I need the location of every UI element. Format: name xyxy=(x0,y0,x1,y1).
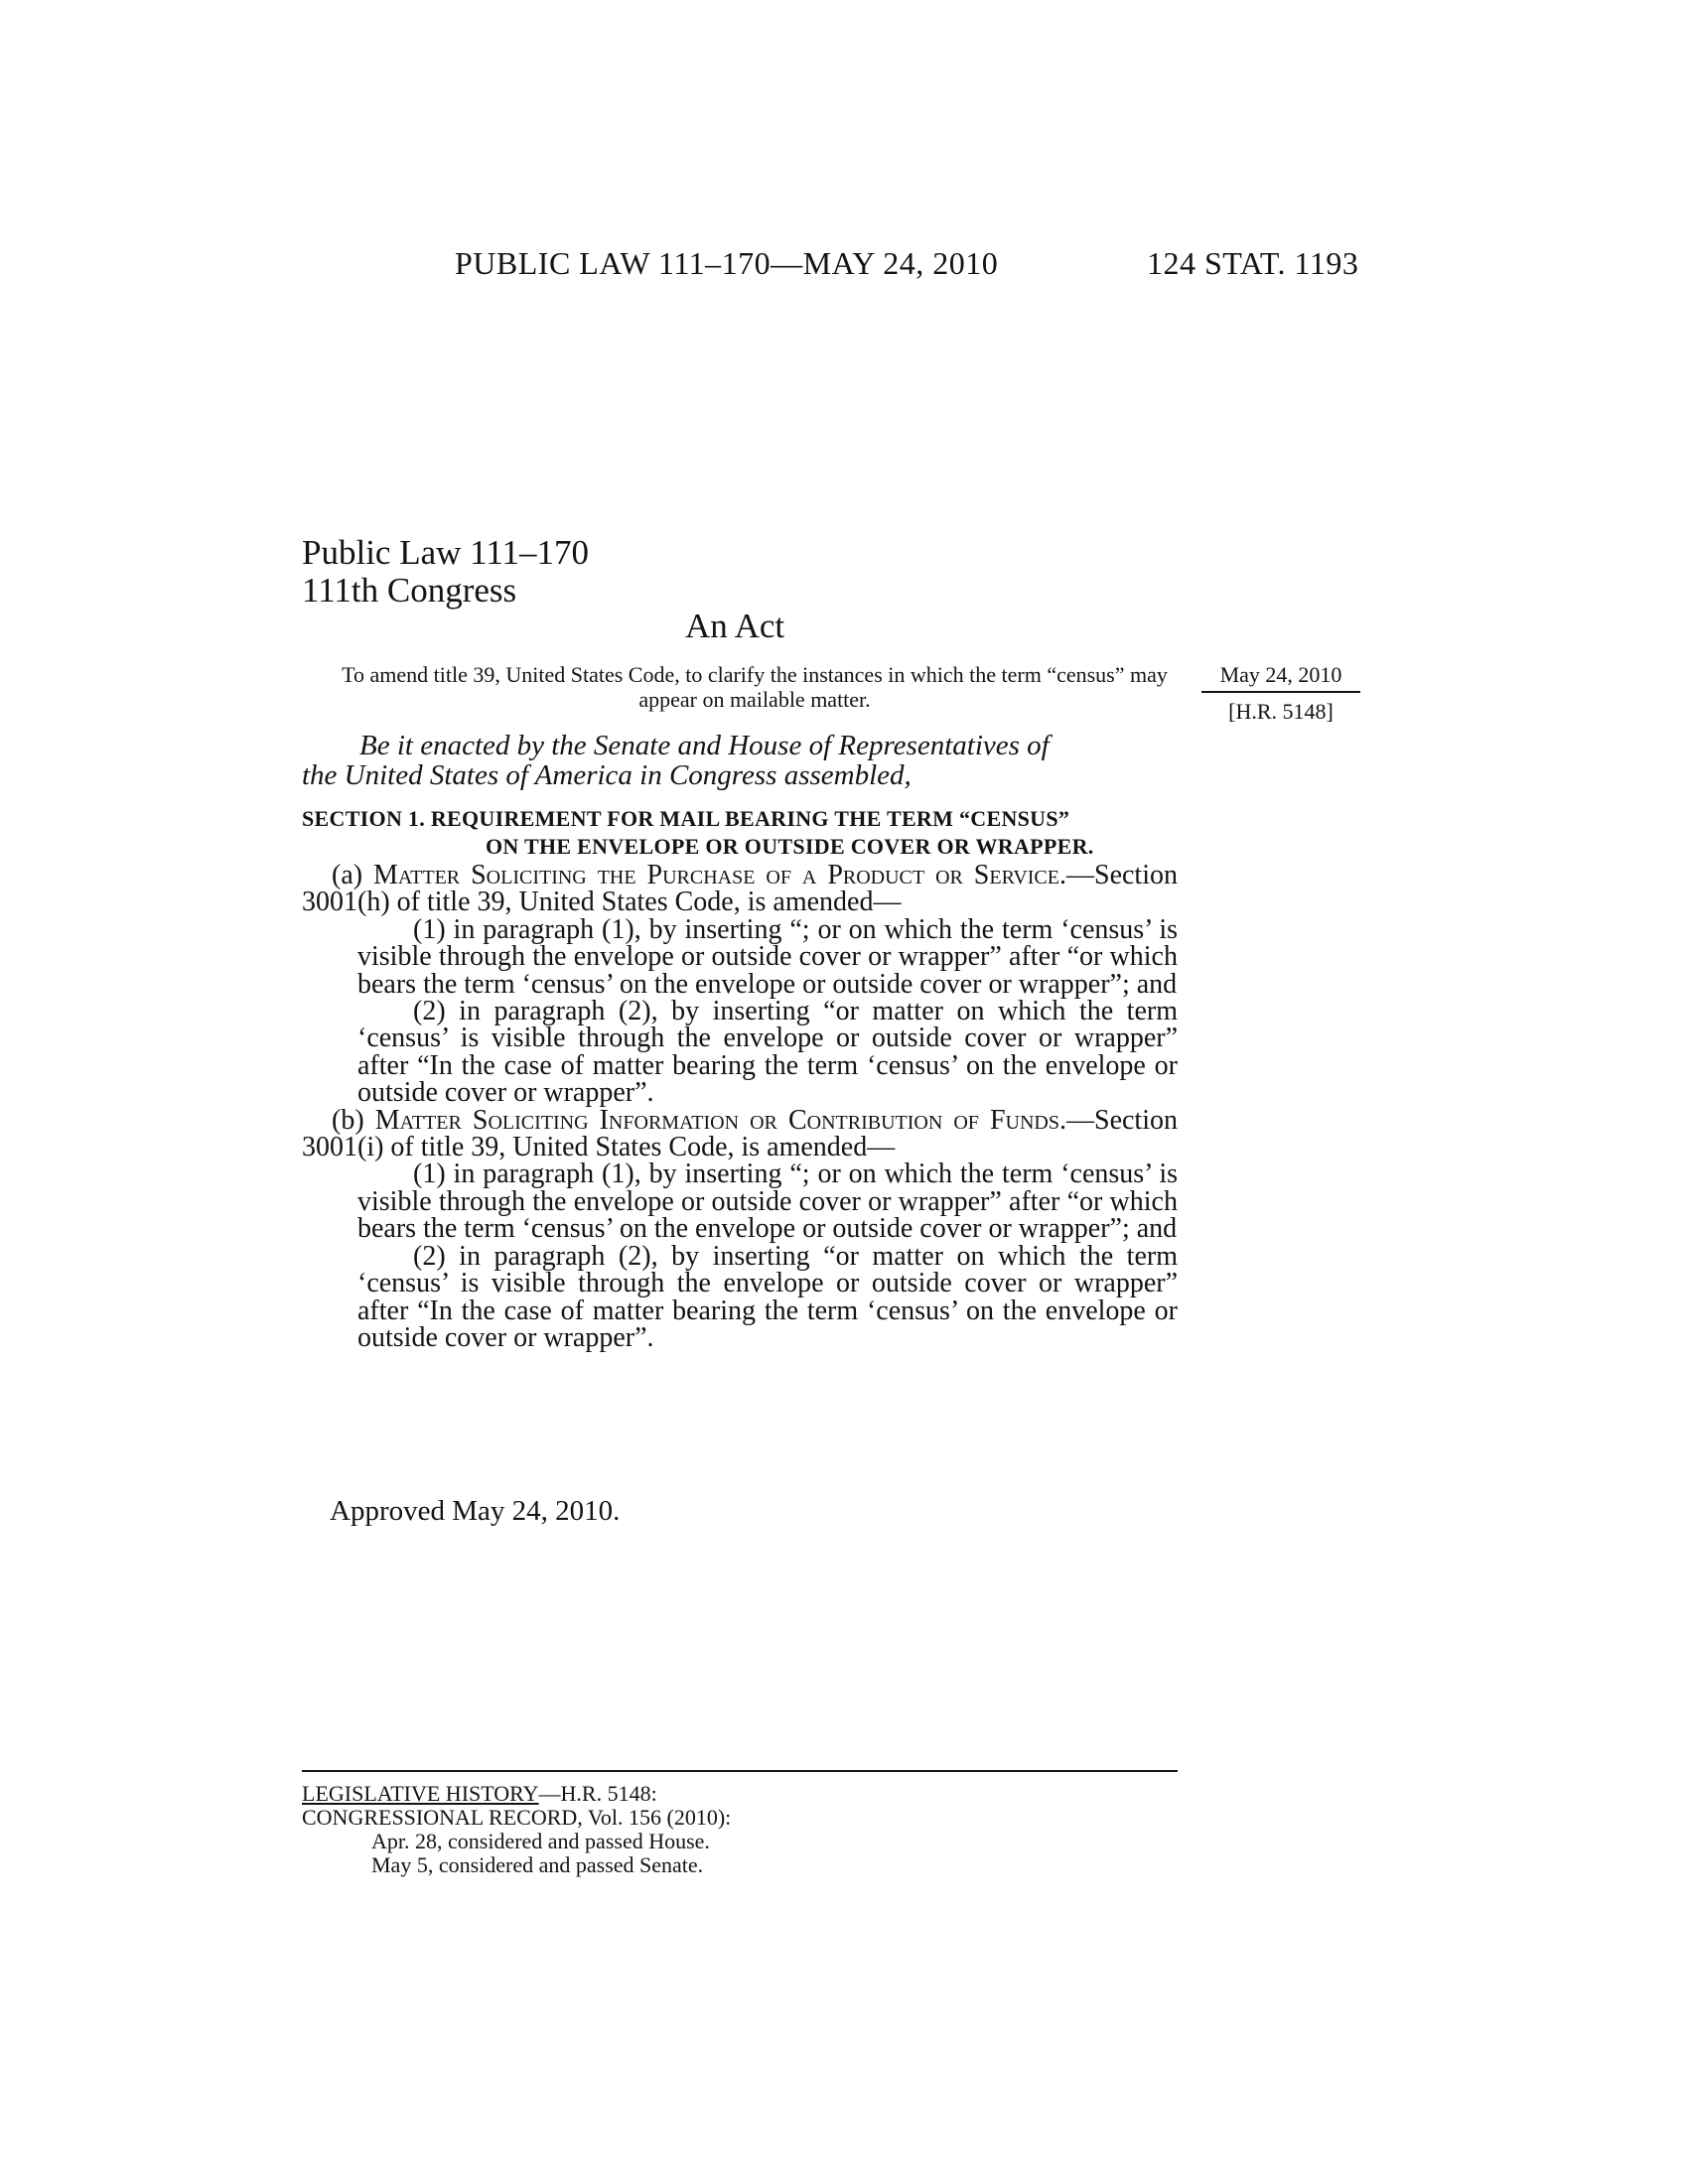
history-entry-senate: May 5, considered and passed Senate. xyxy=(371,1852,704,1877)
section-body xyxy=(302,862,1178,1351)
running-header-title: PUBLIC LAW 111–170—MAY 24, 2010 xyxy=(455,245,999,281)
enacting-clause xyxy=(302,731,1178,790)
law-title-block xyxy=(302,534,589,610)
subsection-b xyxy=(302,1104,1178,1163)
margin-bill-number: [H.R. 5148] xyxy=(1228,699,1334,724)
congressional-record: CONGRESSIONAL RECORD, Vol. 156 (2010): xyxy=(302,1805,732,1830)
subsection-a-item-1: (1) in paragraph (1), by inserting “; or on which the term ‘census’ is visible through the envelope or outside cover or wrapper” after “or which bears the term ‘census’ on the envelope or outside cover or wrapper”; and xyxy=(357,913,1178,1000)
congress-number: 111th Congress xyxy=(302,571,517,610)
subsection-b-text: .—Section 3001(i) of title 39, United States Code, is amended— xyxy=(302,1104,1178,1163)
margin-date: May 24, 2010 xyxy=(1219,662,1342,687)
enacting-line-1: Be it enacted by the Senate and House of Representatives of xyxy=(359,730,1050,761)
subsection-a-label: (a) xyxy=(332,860,374,890)
subsection-a-item-2: (2) in paragraph (2), by inserting “or matter on which the term ‘census’ is visible through the envelope or outside cover or wrapper” after “In the case of matter bearing the term ‘census’ on the envelope or outside cover or wrapper”. xyxy=(357,996,1178,1109)
stat-page-number: 124 STAT. 1193 xyxy=(1147,245,1359,281)
subsection-b-caption: Matter Soliciting Information or Contribution of Funds xyxy=(374,1104,1059,1136)
act-heading: An Act xyxy=(685,607,785,645)
subsection-b-item-2: (2) in paragraph (2), by inserting “or matter on which the term ‘census’ is visible through the envelope or outside cover or wrapper” after “In the case of matter bearing the term ‘census’ on the envelope or outside cover or wrapper”. xyxy=(357,1240,1178,1353)
legislative-history-heading xyxy=(302,1782,731,1806)
legislative-history-bill: —H.R. 5148: xyxy=(538,1781,657,1806)
enacting-line-2: the United States of America in Congress assembled, xyxy=(302,759,912,791)
subsection-a xyxy=(302,862,1178,916)
subsection-b-label: (b) xyxy=(332,1104,375,1136)
footnote-rule xyxy=(302,1770,1178,1772)
legislative-history xyxy=(302,1782,731,1877)
margin-rule xyxy=(1201,691,1360,693)
history-entry-house: Apr. 28, considered and passed House. xyxy=(371,1829,710,1853)
section-heading-line-1: SECTION 1. REQUIREMENT FOR MAIL BEARING THE TERM “CENSUS” xyxy=(302,806,1070,831)
section-heading xyxy=(302,805,1178,861)
margin-note xyxy=(1201,662,1360,724)
public-law-number: Public Law 111–170 xyxy=(302,533,590,572)
approval-date: Approved May 24, 2010. xyxy=(330,1495,621,1527)
subsection-a-text: .—Section 3001(h) of title 39, United States Code, is amended— xyxy=(302,860,1178,918)
act-purpose: To amend title 39, United States Code, to clarify the instances in which the term “census” may appear on mailable matter. xyxy=(342,662,1168,712)
subsection-a-caption: Matter Soliciting the Purchase of a Product or Service xyxy=(373,860,1059,890)
section-heading-line-2: ON THE ENVELOPE OR OUTSIDE COVER OR WRAPPER. xyxy=(486,834,1094,859)
legislative-history-title: LEGISLATIVE HISTORY xyxy=(302,1781,539,1806)
subsection-b-item-1: (1) in paragraph (1), by inserting “; or on which the term ‘census’ is visible through the envelope or outside cover or wrapper” after “or which bears the term ‘census’ on the envelope or outside cover or wrapper”; and xyxy=(357,1159,1178,1245)
